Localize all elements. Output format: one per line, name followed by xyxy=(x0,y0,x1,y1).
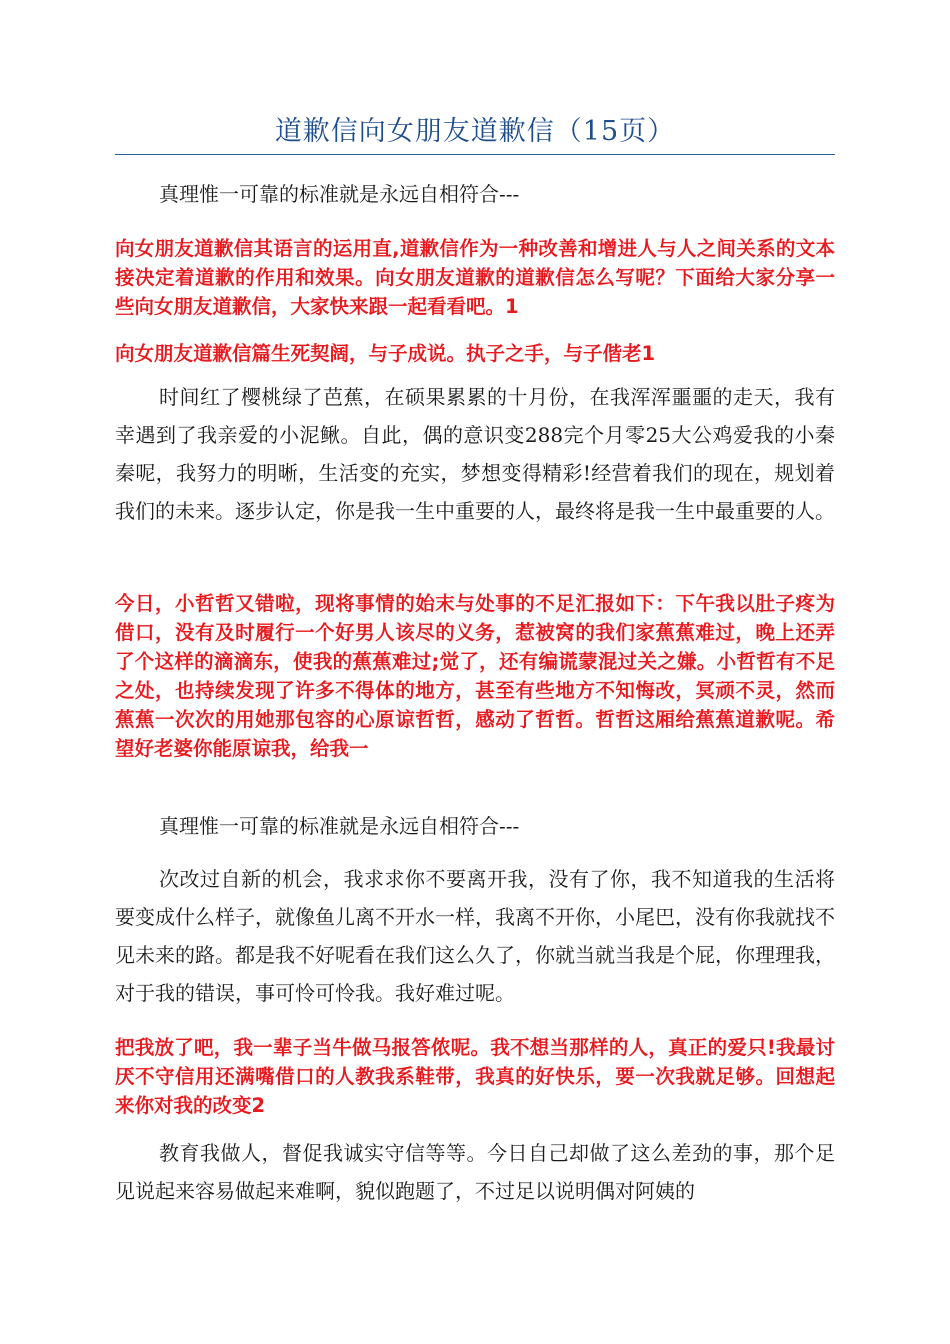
highlight-paragraph-promise: 把我放了吧，我一辈子当牛做马报答侬呢。我不想当那样的人，真正的爱只!我最讨厌不守信用还满嘴借口的人教我系鞋带，我真的好快乐，要一次我就足够。回想起来你对我的改变2 xyxy=(115,1036,835,1117)
body-paragraph-closing: 教育我做人，督促我诚实守信等等。今日自己却做了这么差劲的事，那个足见说起来容易做起来难啊，貌似跑题了，不过足以说明偶对阿姨的 xyxy=(115,1141,835,1203)
document-title: 道歉信向女朋友道歉信（15页） xyxy=(274,116,676,147)
body-paragraph-quote-repeat: 真理惟一可靠的标准就是永远自相符合--- xyxy=(159,814,520,838)
body-paragraph-quote: 真理惟一可靠的标准就是永远自相符合--- xyxy=(159,182,520,206)
highlight-paragraph-heading: 向女朋友道歉信篇生死契阔，与子成说。执子之手，与子偕老1 xyxy=(115,342,656,365)
body-paragraph-plea: 次改过自新的机会，我求求你不要离开我，没有了你，我不知道我的生活将要变成什么样子，就像鱼儿离不开水一样，我离不开你，小尾巴，没有你我就找不见未来的路。都是我不好呢看在我们这么久了，你就当就当我是个屁，你理理我，对于我的错误，事可怜可怜我。我好难过呢。 xyxy=(115,867,835,1005)
title-underline xyxy=(115,154,835,155)
body-paragraph-story: 时间红了樱桃绿了芭蕉，在硕果累累的十月份，在我浑浑噩噩的走天，我有幸遇到了我亲爱的小泥鳅。自此，偶的意识变288完个月零25大公鸡爱我的小秦秦呢，我努力的明晰，生活变的充实，梦想变得精彩!经营着我们的现在，规划着我们的未来。逐步认定，你是我一生中重要的人，最终将是我一生中最重要的人。 xyxy=(115,385,835,523)
highlight-paragraph-apology: 今日，小哲哲又错啦，现将事情的始末与处事的不足汇报如下：下午我以肚子疼为借口，没有及时履行一个好男人该尽的义务，惹被窝的我们家蕉蕉难过，晚上还弄了个这样的滴滴东，使我的蕉蕉难过;觉了，还有编谎蒙混过关之嫌。小哲哲有不足之处，也持续发现了许多不得体的地方，甚至有些地方不知悔改，冥顽不灵，然而蕉蕉一次次的用她那包容的心原谅哲哲，感动了哲哲。哲哲这厢给蕉蕉道歉呢。希望好老婆你能原谅我，给我一 xyxy=(115,592,835,760)
highlight-paragraph-intro: 向女朋友道歉信其语言的运用直,道歉信作为一种改善和增进人与人之间关系的文本接决定着道歉的作用和效果。向女朋友道歉的道歉信怎么写呢？下面给大家分享一些向女朋友道歉信，大家快来跟一起看看吧。1 xyxy=(115,237,835,318)
